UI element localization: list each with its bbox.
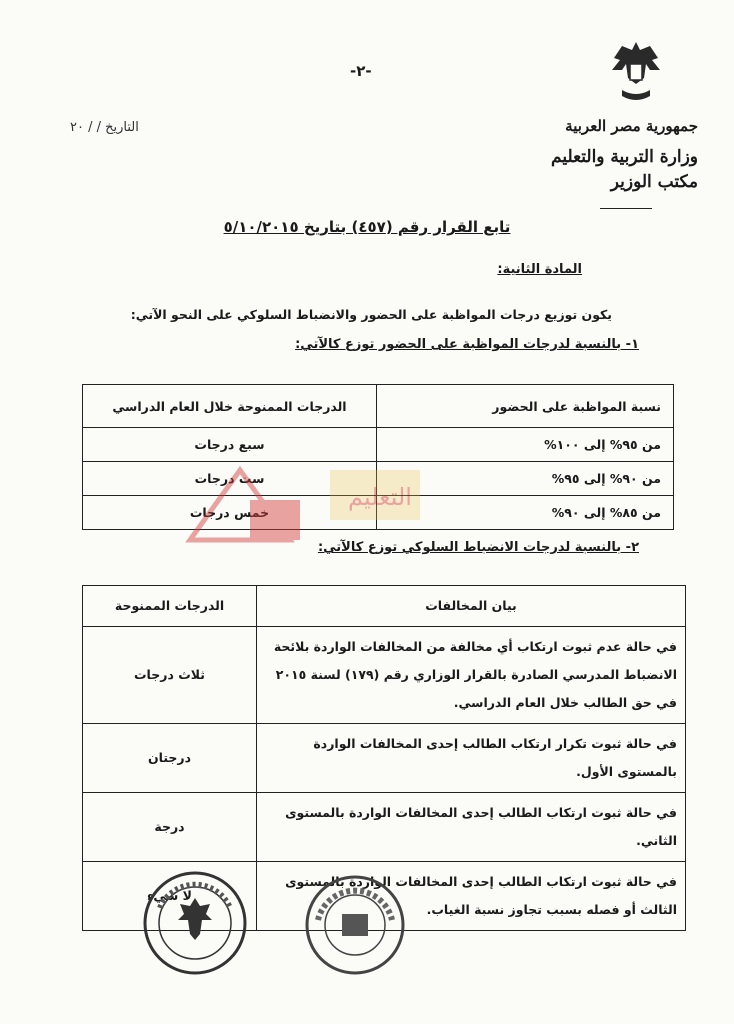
article-title: المادة الثانية:	[497, 262, 582, 277]
header-divider	[600, 208, 652, 209]
table-row	[83, 627, 686, 724]
table-cell: في حالة ثبوت ارتكاب الطالب إحدى المخالفات الواردة بالمستوى الثالث أو فصله بسبب تجاوز نسبة الغياب.	[257, 862, 686, 931]
table-header-cell: نسبة المواظبة على الحضور	[377, 385, 674, 428]
table-cell: من ٨٥% إلى ٩٠%	[377, 496, 674, 530]
office-seal-icon	[300, 870, 410, 980]
intro-text: يكون توزيع درجات المواظبة على الحضور والانضباط السلوكي على النحو الآتي:	[130, 307, 612, 322]
watermark-text: التعليم	[348, 483, 412, 511]
table-cell: في حالة ثبوت تكرار ارتكاب الطالب إحدى المخالفات الواردة بالمستوى الأول.	[257, 724, 686, 793]
table-cell: من ٩٥% إلى ١٠٠%	[377, 428, 674, 462]
table-cell: من ٩٠% إلى ٩٥%	[377, 462, 674, 496]
table-cell: ثلاث درجات	[83, 627, 257, 724]
table-cell: في حالة ثبوت ارتكاب الطالب إحدى المخالفات الواردة بالمستوى الثاني.	[257, 793, 686, 862]
table-cell: لا شيء	[83, 862, 257, 931]
country-name: جمهورية مصر العربية	[565, 117, 698, 135]
table-cell: درجة	[83, 793, 257, 862]
office-name: مكتب الوزير	[610, 172, 698, 192]
decree-title: تابع القرار رقم (٤٥٧) بتاريخ ٥/١٠/٢٠١٥	[223, 218, 511, 236]
section2-title: ٢- بالنسبة لدرجات الانضباط السلوكي توزع كالآتي:	[317, 540, 639, 555]
table-cell: سبع درجات	[83, 428, 377, 462]
table-cell: درجتان	[83, 724, 257, 793]
ministry-seal-icon	[140, 868, 250, 978]
table-row	[83, 793, 686, 862]
date-field: التاريخ / / ٢٠	[70, 120, 139, 135]
section1-title: ١- بالنسبة لدرجات المواظبة على الحضور توزع كالآتي:	[295, 337, 639, 352]
table-header-row	[83, 385, 674, 428]
watermark-logo	[180, 440, 440, 550]
table-row	[83, 724, 686, 793]
page-number: -٢-	[350, 62, 372, 80]
table-cell: خمس درجات	[83, 496, 377, 530]
table-header-cell: الدرجات الممنوحة	[83, 586, 257, 627]
table-header-cell: بيان المخالفات	[257, 586, 686, 627]
table-cell: ست درجات	[83, 462, 377, 496]
table-header-cell: الدرجات الممنوحة خلال العام الدراسي	[83, 385, 377, 428]
table-cell: في حالة عدم ثبوت ارتكاب أي مخالفة من المخالفات الواردة بلائحة الانضباط المدرسي الصادرة بالقرار الوزاري رقم (١٧٩) لسنة ٢٠١٥ في حق الطالب خلال العام الدراسي.	[257, 627, 686, 724]
eagle-emblem-icon	[608, 38, 664, 108]
table-header-row	[83, 586, 686, 627]
ministry-name: وزارة التربية والتعليم	[551, 147, 698, 167]
